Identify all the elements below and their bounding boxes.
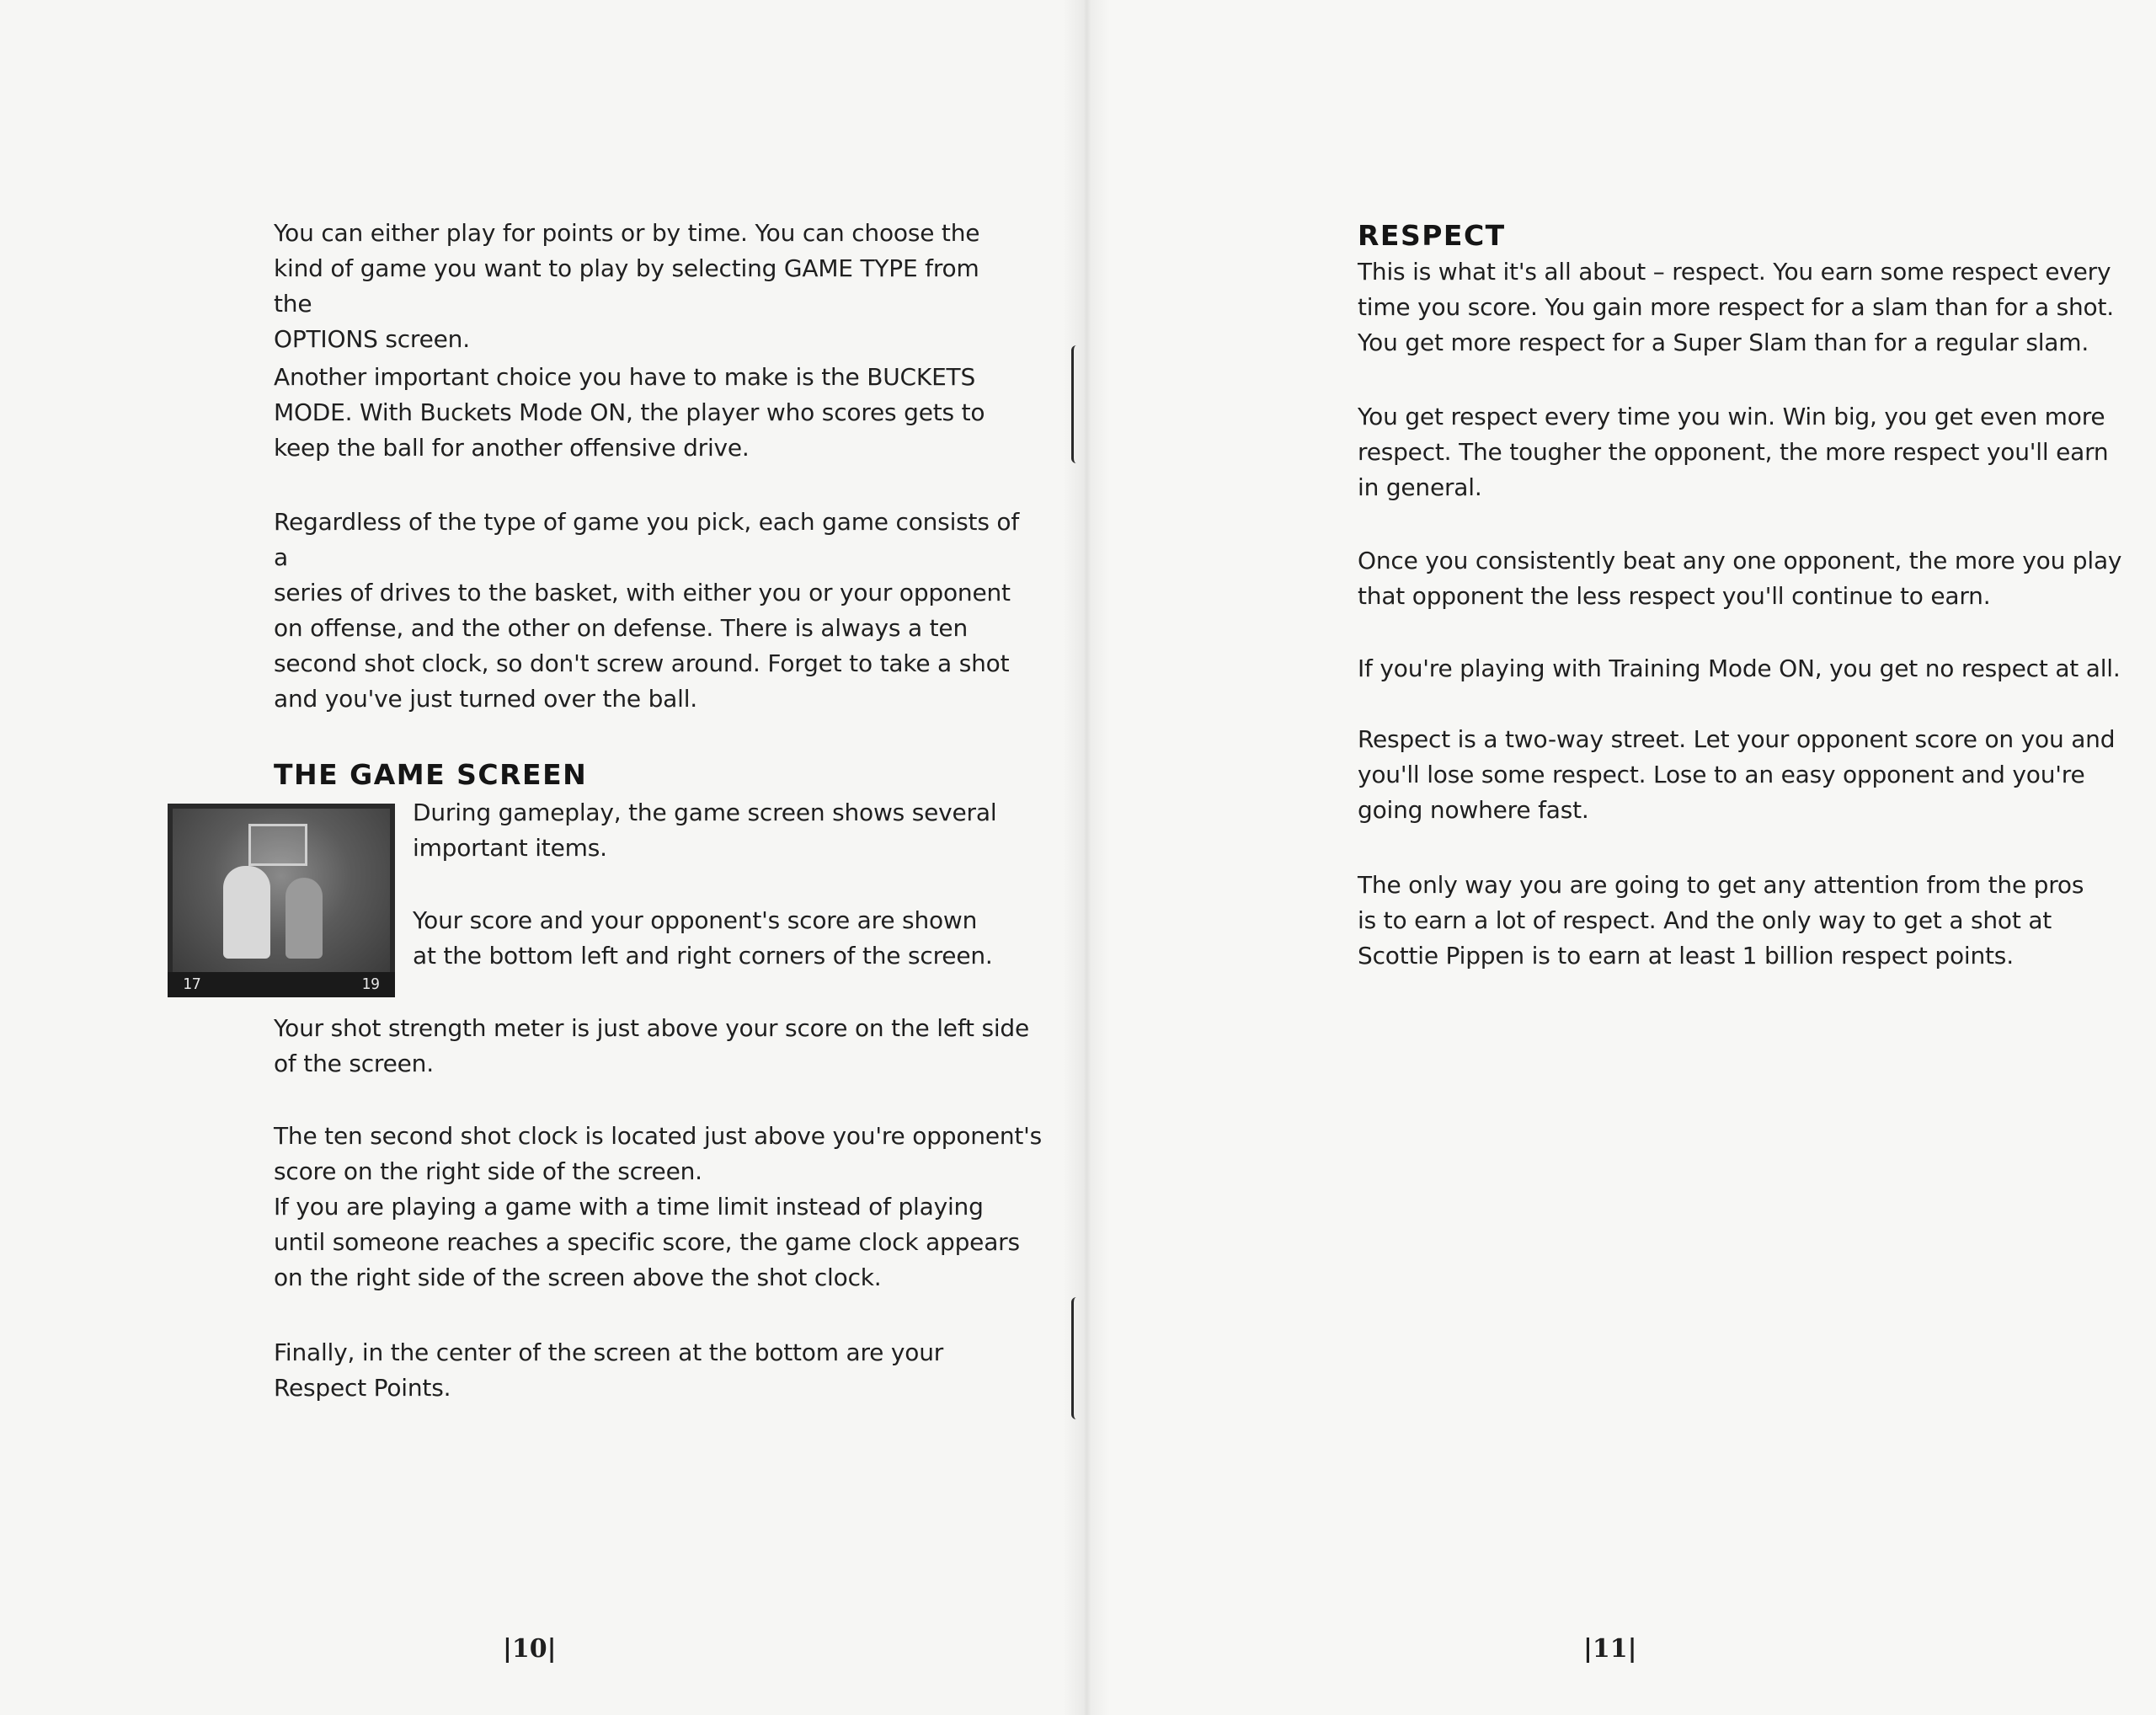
line: keep the ball for another offensive drive.: [274, 434, 750, 462]
line: series of drives to the basket, with either you or your opponent: [274, 579, 1011, 606]
paragraph-gameplay-items: [413, 795, 1053, 866]
folio-number: 11: [1592, 1634, 1628, 1664]
line: This is what it's all about – respect. You earn some respect every: [1358, 258, 2111, 286]
line: Finally, in the center of the screen at the bottom are your: [274, 1338, 944, 1366]
paragraph-respect-intro: [1358, 254, 2124, 361]
page-number-right: [1583, 1634, 1637, 1664]
paragraph-respect-win: [1358, 399, 2124, 505]
line: in general.: [1358, 473, 1482, 501]
line: at the bottom left and right corners of the screen.: [413, 942, 993, 970]
line: time you score. You gain more respect for a slam than for a shot.: [1358, 293, 2114, 321]
line: The only way you are going to get any attention from the pros: [1358, 871, 2084, 899]
line: Respect is a two-way street. Let your opponent score on you and: [1358, 725, 2116, 753]
line: going nowhere fast.: [1358, 796, 1589, 824]
binding-gutter: [1063, 0, 1110, 1715]
paragraph-scores: [413, 903, 1053, 974]
folio-number: 10: [511, 1634, 547, 1664]
paragraph-game-type: [274, 216, 1015, 357]
line: important items.: [413, 834, 607, 862]
line: kind of game you want to play by selecting GAME TYPE from the: [274, 254, 979, 318]
hud-score-right: 19: [361, 975, 380, 993]
paragraph-respect-consistent: [1358, 543, 2124, 614]
folio-bar: |: [547, 1634, 557, 1664]
line: Regardless of the type of game you pick, each game consists of a: [274, 508, 1019, 571]
folio-bar: |: [1583, 1634, 1593, 1664]
paragraph-respect-points: [274, 1335, 1049, 1406]
line: You can either play for points or by time. You can choose the: [274, 219, 980, 247]
line: You get respect every time you win. Win big, you get even more: [1358, 403, 2105, 430]
line: score on the right side of the screen.: [274, 1157, 702, 1185]
line: and you've just turned over the ball.: [274, 685, 697, 713]
line: If you are playing a game with a time limit instead of playing: [274, 1193, 984, 1221]
line: Respect Points.: [274, 1374, 451, 1402]
player-figure: [223, 866, 270, 959]
paragraph-respect-training: [1358, 651, 2141, 687]
line: Your score and your opponent's score are shown: [413, 906, 978, 934]
heading-respect: RESPECT: [1358, 219, 1506, 252]
paragraph-respect-two-way: [1358, 722, 2124, 828]
line: Another important choice you have to make is the BUCKETS: [274, 363, 976, 391]
paragraph-shot-clock: [274, 1119, 1049, 1296]
line: on offense, and the other on defense. There is always a ten: [274, 614, 968, 642]
paragraph-shot-meter: [274, 1011, 1049, 1082]
line: until someone reaches a specific score, the game clock appears: [274, 1228, 1020, 1256]
opponent-figure: [286, 878, 323, 959]
line: OPTIONS screen.: [274, 325, 470, 353]
line: you'll lose some respect. Lose to an easy opponent and you're: [1358, 761, 2085, 788]
paragraph-drives: [274, 505, 1032, 717]
staple-bottom: [1071, 1297, 1082, 1419]
line: Scottie Pippen is to earn at least 1 billion respect points.: [1358, 942, 2014, 970]
line: Your shot strength meter is just above your score on the left side: [274, 1014, 1030, 1042]
paragraph-respect-pros: [1358, 868, 2124, 974]
backboard-shape: [248, 824, 307, 866]
line: MODE. With Buckets Mode ON, the player who scores gets to: [274, 398, 985, 426]
line: is to earn a lot of respect. And the only way to get a shot at: [1358, 906, 2052, 934]
game-screenshot-image: [168, 804, 395, 997]
line: The ten second shot clock is located just above you're opponent's: [274, 1122, 1043, 1150]
line: Once you consistently beat any one opponent, the more you play: [1358, 547, 2122, 574]
line: that opponent the less respect you'll continue to earn.: [1358, 582, 1991, 610]
folio-bar: |: [503, 1634, 512, 1664]
folio-bar: |: [1627, 1634, 1637, 1664]
line: During gameplay, the game screen shows several: [413, 799, 997, 826]
line: second shot clock, so don't screw around. Forget to take a shot: [274, 649, 1010, 677]
line: If you're playing with Training Mode ON, you get no respect at all.: [1358, 654, 2121, 682]
line: You get more respect for a Super Slam than for a regular slam.: [1358, 329, 2089, 356]
paragraph-buckets-mode: [274, 360, 1015, 466]
hud-score-left: 17: [183, 975, 201, 993]
line: respect. The tougher the opponent, the more respect you'll earn: [1358, 438, 2109, 466]
hud-bar: [168, 972, 395, 997]
heading-game-screen: THE GAME SCREEN: [274, 758, 588, 791]
staple-top: [1071, 345, 1082, 463]
page-right: [1086, 0, 2156, 1715]
line: on the right side of the screen above the shot clock.: [274, 1264, 882, 1291]
line: of the screen.: [274, 1050, 434, 1077]
page-number-left: [503, 1634, 557, 1664]
